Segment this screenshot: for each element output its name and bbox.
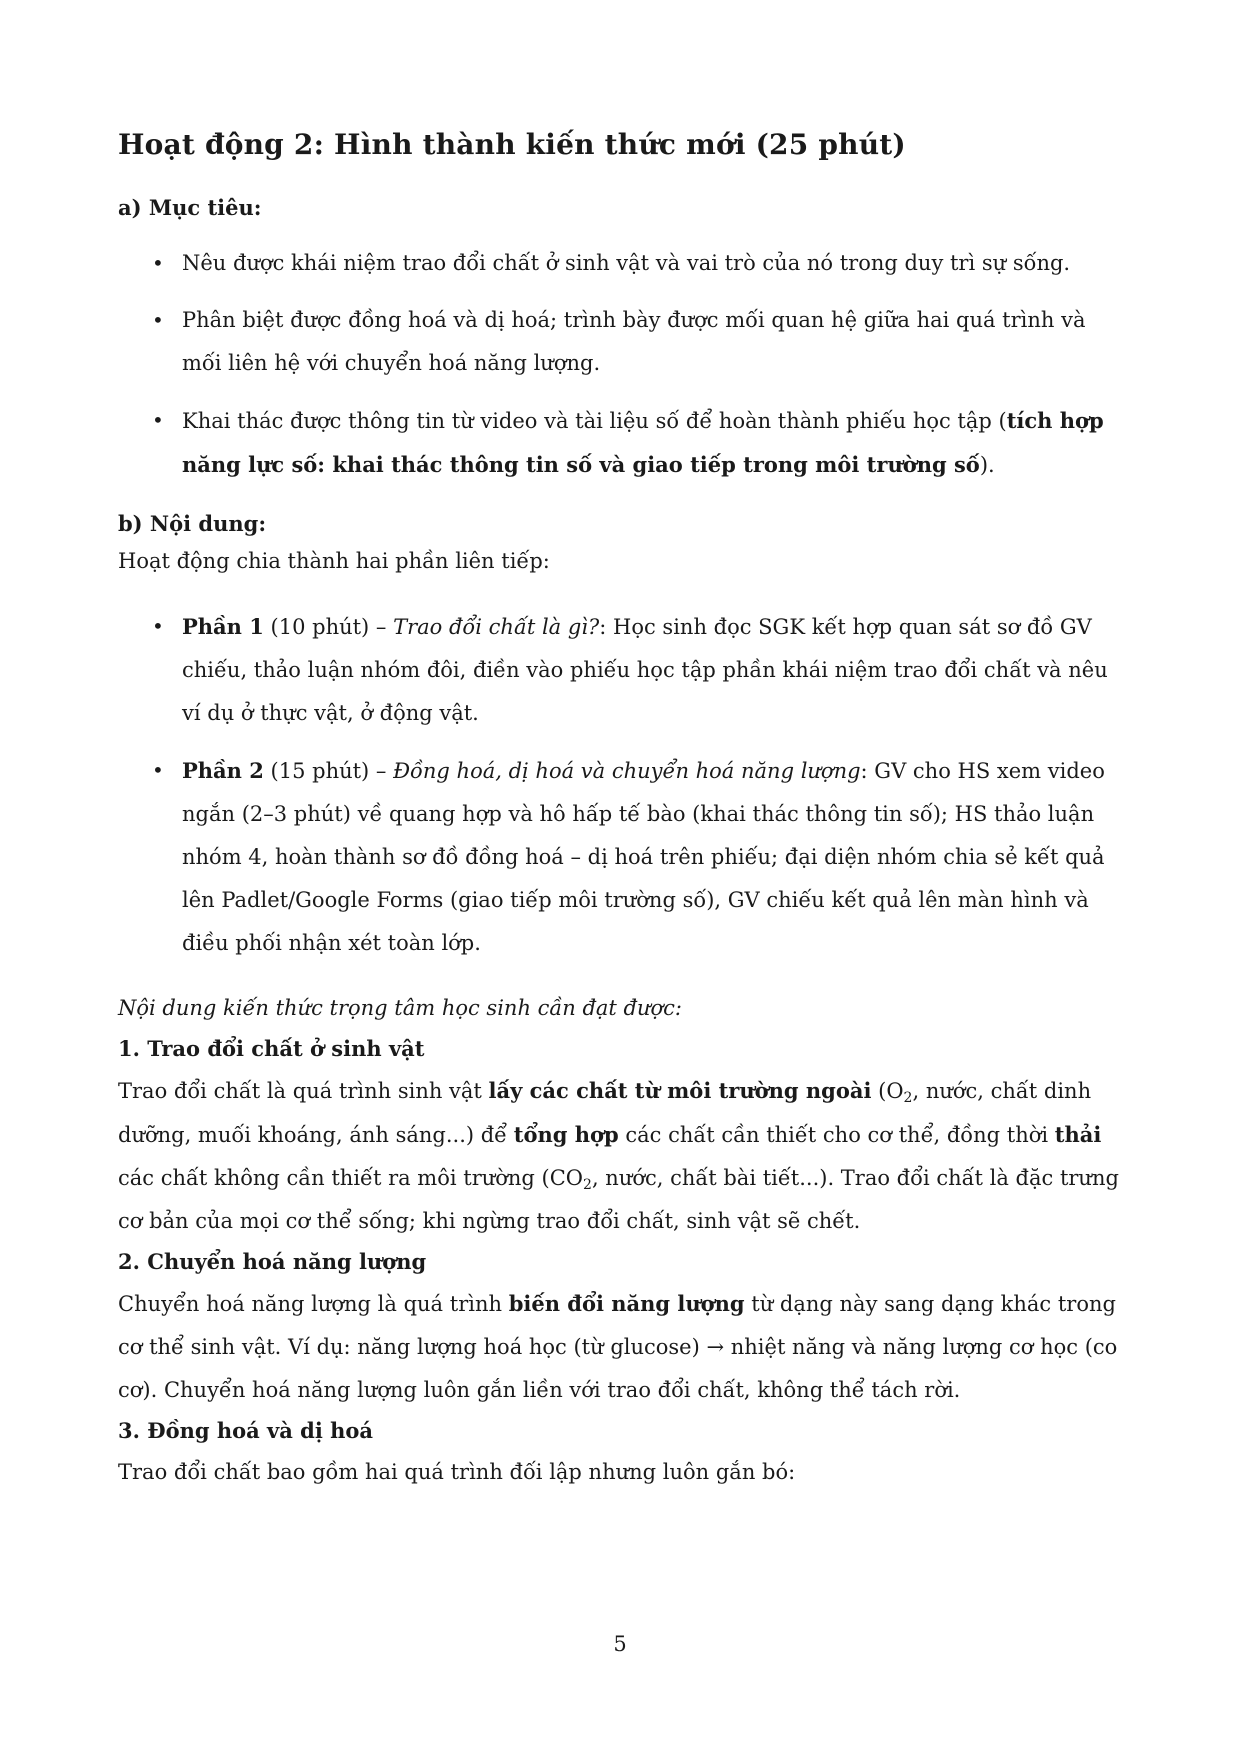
text-run: , nước, chất bài tiết...). Trao đổi chất là đặc trưng cơ bản của mọi cơ thể sống; khi ngừng trao đổi chất, sinh vật sẽ chết. xyxy=(118,1166,1119,1233)
bold-term: biến đổi năng lượng xyxy=(508,1291,745,1316)
part-subtitle: Trao đổi chất là gì? xyxy=(393,615,600,639)
subscript: 2 xyxy=(583,1177,592,1193)
list-item xyxy=(118,749,1128,965)
page-content xyxy=(118,128,1128,1494)
objective-text: Phân biệt được đồng hoá và dị hoá; trình bày được mối quan hệ giữa hai quá trình và mối liên hệ với chuyển hoá năng lượng. xyxy=(182,308,1086,375)
part-text: : GV cho HS xem video ngắn (2–3 phút) về quang hợp và hô hấp tế bào (khai thác thông tin số); HS thảo luận nhóm 4, hoàn thành sơ đồ đồng hoá – dị hoá trên phiếu; đại diện nhóm chia sẻ kết quả lên Padlet/Google Forms (giao tiếp môi trường số), GV chiếu kết quả lên màn hình và điều phối nhận xét toàn lớp. xyxy=(182,759,1105,955)
part-time: (10 phút) – xyxy=(263,615,394,639)
part-label: Phần 2 xyxy=(182,758,264,783)
bold-term: thải xyxy=(1054,1122,1102,1147)
subscript: 2 xyxy=(903,1090,913,1106)
content-heading: b) Nội dung: xyxy=(118,511,267,536)
parts-list xyxy=(118,605,1128,965)
knowledge-intro xyxy=(118,987,1128,1030)
knowledge-intro-text: Nội dung kiến thức trọng tâm học sinh cần đạt được: xyxy=(118,996,682,1020)
section-3-heading: 3. Đồng hoá và dị hoá xyxy=(118,1418,374,1443)
content-intro: Hoạt động chia thành hai phần liên tiếp: xyxy=(118,549,550,573)
section-2-heading: 2. Chuyển hoá năng lượng xyxy=(118,1249,427,1274)
digital-competency-note: tích hợp năng lực số: khai thác thông tin số và giao tiếp trong môi trường số xyxy=(182,408,1104,477)
part-subtitle: Đồng hoá, dị hoá và chuyển hoá năng lượng xyxy=(393,759,861,783)
text-run: các chất cần thiết cho cơ thể, đồng thời xyxy=(618,1123,1055,1147)
section-3-paragraph: Trao đổi chất bao gồm hai quá trình đối lập nhưng luôn gắn bó: xyxy=(118,1460,796,1484)
bold-term: lấy các chất từ môi trường ngoài xyxy=(488,1078,872,1103)
objective-text: Nêu được khái niệm trao đổi chất ở sinh vật và vai trò của nó trong duy trì sự sống. xyxy=(182,251,1071,275)
objective-text: Khai thác được thông tin từ video và tài liệu số để hoàn thành phiếu học tập ( xyxy=(182,409,1007,433)
part-text: : Học sinh đọc SGK kết hợp quan sát sơ đồ GV chiếu, thảo luận nhóm đôi, điền vào phiếu học tập phần khái niệm trao đổi chất và nêu ví dụ ở thực vật, ở động vật. xyxy=(182,615,1108,725)
objectives-list xyxy=(118,242,1128,487)
text-run: Trao đổi chất là quá trình sinh vật xyxy=(118,1079,489,1103)
text-run: , nước, chất dinh dưỡng, muối khoáng, ánh sáng...) để xyxy=(118,1079,1092,1147)
part-time: (15 phút) – xyxy=(263,759,394,783)
part-label: Phần 1 xyxy=(182,614,264,639)
text-run: các chất không cần thiết ra môi trường (CO xyxy=(118,1166,584,1190)
section-1-paragraph xyxy=(118,1069,1128,1243)
list-item xyxy=(118,242,1128,285)
text-run: (O xyxy=(871,1079,904,1103)
bold-term: tổng hợp xyxy=(513,1122,619,1147)
list-item xyxy=(118,399,1128,487)
section-1-heading: 1. Trao đổi chất ở sinh vật xyxy=(118,1036,425,1061)
objective-text-end: ). xyxy=(979,453,995,477)
section-2-paragraph xyxy=(118,1282,1128,1412)
objectives-heading: a) Mục tiêu: xyxy=(118,195,262,220)
text-run: Chuyển hoá năng lượng là quá trình xyxy=(118,1292,509,1316)
text-run: từ dạng này sang dạng khác trong cơ thể sinh vật. Ví dụ: năng lượng hoá học (từ glucose) → nhiệt năng và năng lượng cơ học (co cơ). Chuyển hoá năng lượng luôn gắn liền với trao đổi chất, không thể tách rời. xyxy=(118,1292,1118,1402)
page-number: 5 xyxy=(613,1632,627,1656)
activity-title: Hoạt động 2: Hình thành kiến thức mới (25 phút) xyxy=(118,128,906,161)
list-item xyxy=(118,605,1128,735)
list-item xyxy=(118,299,1128,385)
